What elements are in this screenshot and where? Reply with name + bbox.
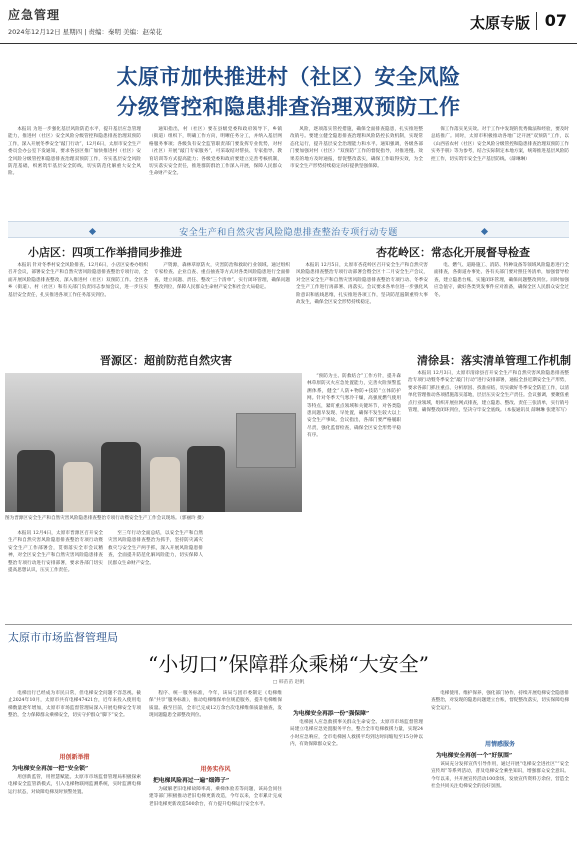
masthead-separator <box>536 12 537 30</box>
section2-subhead-1: 为电梯安全再加一把“安全锁” <box>12 766 89 772</box>
section2-text-3: 电梯困人应急救援事关群众生命安全。太原市市场监督管理局建立电梯应急处置服务平台，整合全市电梯救援力量，实现24小时应急响应，全市电梯困人救援平均到达时间缩短至15分钟以内，有效保障群众安全。 <box>290 720 423 748</box>
xinghualing-column-1 <box>296 262 428 342</box>
jinyuan-headline: 晋源区：超前防范自然灾害 <box>100 354 232 367</box>
section2-title: 太原市市场监督管理局 <box>8 631 118 644</box>
section2-column-2 <box>149 690 282 762</box>
photo-figure <box>187 446 225 512</box>
photo-figure <box>17 450 55 512</box>
section-name: 应急管理 <box>8 8 61 22</box>
intro-column-4 <box>431 126 569 216</box>
section2-text-2b: 为破解老旧电梯故障率高、乘梯体验差等问题，该局会同住建等部门积极推动老旧电梯更新改造，今年以来，全市累计完成老旧电梯更新改造500余台，有力提升电梯运行安全水平。 <box>149 787 282 807</box>
photo-caption: 图为晋源区安全生产和自然灾害风险隐患排查整治专项行动暨安全生产工作会议现场。（郭丽玲 摄） <box>5 516 207 521</box>
main-headline-line2: 分级管控和隐患排查治理双预防工作 <box>116 94 461 119</box>
section2-text-2: 程序、统一服务标准，今年，该局与团市委制定《电梯维保“共享”服务标准》，推动电梯维保单位规范服务，提升电梯维保质量。截至目前，全市已完成12万余台次电梯维保质量抽查，发现问题隐患全部整改到位。 <box>149 691 282 719</box>
section2-byline: □ 韩苗苗 赵帆 <box>272 680 305 685</box>
section2-subhead-2: 把电梯风险再过一遍“细筛子” <box>153 778 230 784</box>
page-number: 07 <box>544 11 567 30</box>
jinyuan-column-2 <box>108 530 203 618</box>
section2-column-1 <box>8 690 141 746</box>
section2-text-4b: 该局充分发挥宣传引导作用，通过开展“电梯安全进社区”“安全宣传周”等系列活动，普及电梯安全乘坐知识，增强群众安全意识。今年以来，共开展宣传活动100余场，发放宣传资料万余份，营造全社会共同关注电梯安全的良好氛围。 <box>431 762 569 790</box>
section2-column-2b <box>149 786 282 840</box>
xiaodian-text-1: 本报讯 针对冬季村安全风险排查，12月6日，小店区安委办组织召开会议，部署安全生产和自然灾害风险隐患排查整治专项行动，全面开展风险隐患排查整改，深入推进村（社区）双预防工作。全区各乡（街道）、村（社区）和有关部门负责同志参加会议，进一步压实基层安全责任，扎实推进各项工作任务落实到位。 <box>8 263 148 298</box>
topic-banner <box>8 221 569 238</box>
section2-subhead-3: 为电梯安全再添一份“强保障” <box>293 711 370 717</box>
edition-label: 太原专版 <box>469 14 530 32</box>
section2-tag-1: 用创新举措 <box>59 754 90 761</box>
xinghualing-text-2: 电、燃气、道路施工、消防、特种设备等领域风险隐患进行全面排查，各街道办事处、各有关部门要对照任务清单，加强督导检查，建立隐患台账，实施闭环管理，确保问题整改到位。同时加强应急值守，做好各类突发事件应对准备，确保全区人民群众安全过冬。 <box>434 263 569 298</box>
topic-banner-text: 安全生产和自然灾害风险隐患排查整治专项行动专题 <box>179 228 398 238</box>
issue-date-line: 2024年12月12日 星期四 | 责编：秦明 美编：赵荣花 <box>8 28 163 36</box>
xiaodian-column-2 <box>154 262 290 342</box>
photo-vehicle <box>236 413 296 468</box>
jinyuan-text-2: 至三年行动全面总结，以安全生产和自然灾害风险隐患排查整治为抓手，坚持防灾减灾救灾与安全生产两手抓，深入开展风险隐患排查，全面提升防范化解风险能力，切实保障人民群众生命财产安全。 <box>108 531 203 566</box>
xiaodian-headline: 小店区：四项工作举措同步推进 <box>28 246 182 259</box>
section2-column-3 <box>290 719 423 840</box>
qingxu-headline: 清徐县：落实清单管理工作机制 <box>417 354 571 367</box>
xiaodian-column-1 <box>8 262 148 342</box>
section2-tag-2: 用务实作风 <box>200 766 231 773</box>
photo-figure <box>101 442 141 512</box>
intro-column-1 <box>8 126 141 216</box>
masthead <box>0 0 577 44</box>
xinghualing-column-2 <box>434 262 569 342</box>
section2-column-4b <box>431 761 569 840</box>
qingxu-column-1 <box>408 370 569 620</box>
photo-figure <box>63 462 93 512</box>
intro-text-2: 通知指出，村（社区）要在县级党委和政府领导下，乡镇（街道）组织下，明确工作方向，明晰任务分工，并纳入基层网格服务事项；各级负有安全监管职责部门要发挥专业优势，对村（社区）开展“敲门专家服务”，可采取结对帮扶、专家指导、教育培训等方式提高能力；各级党委和政府要建立完善考核机制，切实落实安全责任，推进群防群治工作深入开展，保障人民群众生命财产安全。 <box>149 127 282 177</box>
meeting-photo <box>5 373 302 512</box>
intro-text-1: 本报讯 为进一步强化基层风险防范水平，提升基层应急管理能力，推进村（社区）安全风险分级管控和隐患排查治理双预防工作，深入开展冬季安全“敲门行动”，12月6日，太原市安全生产委员会办公室下发通知，要求各县区推广加快推进村（社区）安全风险分级管控和隐患排查治理双预防工作，夯实基层安全风险防范基础，织密筑牢基层安全防线，切实防范化解重大安全风险。 <box>8 127 141 177</box>
section2-subhead-4: 为电梯安全再创一个“好氛围” <box>436 753 513 759</box>
section2-headline: “小切口”保障群众乘梯“大安全” <box>148 652 429 676</box>
intro-column-3 <box>290 126 423 216</box>
section2-tag-4: 用情感服务 <box>484 741 515 748</box>
jinyuan-text-1: 本报讯 12月4日，太原市晋源区召开安全生产和自然灾害风险隐患排查整治专项行动暨安全生产工作部署会，贯彻落实全市会议精神，对全区安全生产和自然灾害风险隐患排查整治专项行动进行安排部署，要求各部门切实提高思想认识，压实工作责任。 <box>8 531 103 574</box>
section-divider <box>5 624 572 625</box>
section2-text-4: 电梯使用、维护保养，强化部门协作，持续开展电梯安全隐患排查整治，对发现的隐患问题建立台账，督促整改落实，切实保障电梯安全运行。 <box>431 691 569 711</box>
intro-column-2 <box>149 126 282 216</box>
section2-column-1b <box>8 774 141 840</box>
main-headline-line1: 太原市加快推进村（社区）安全风险 <box>116 64 461 89</box>
intro-text-4: 保工作落实见实效。对于工作中发现的优秀做法和经验，要及时总结推广。同时，太原市积极推动各地广泛开展“双预防”工作，以《山西省农村（社区）安全风险分级管控和隐患排查治理双预防工作实务手册》等为参考，结合实际制定本地方案，统筹推进基层风险防控工作，切实筑牢安全生产基层防线。（薛琳琳） <box>431 127 569 162</box>
section2-column-4 <box>431 690 569 732</box>
section2-text-1: 电梯出行已经成为市民日常，但电梯安全问题不容忽视。截止2024年10月，太原市共有电梯47421台，近年来投入使用电梯数量逐年增加，太原市市场监督管理局深入开展电梯安全专项整治，全力保障群众乘梯安全，切实守护群众“脚下”安全。 <box>8 691 141 719</box>
qingxu-text-1: 本报讯 12月3日，太原市清徐县召开安全生产和自然灾害风险隐患排查整治专项行动暨冬季安全“敲门行动”进行安排部署，通报全县近期安全生产形势，要求各部门抓住重点、分析原因、找准症结，切实做好冬季安全防范工作，以清单化管理推动各项措施落实落地，层层压实安全生产责任。会议强调，要聚焦重点行业领域，组织开展拉网式排查，建立隐患、整改、责任三张清单，实行销号管理，确保整改闭环到位，坚决守牢安全底线。（本报通讯员 薛琳琳 张建军写） <box>408 371 569 414</box>
xinghualing-text-1: 本报讯 12月5日，太原市杏花岭区召开安全生产和自然灾害风险隐患排查整治专项行动部署会暨全区十二月安全生产会议，对全区安全生产和自然灾害风险隐患排查整治专项行动、冬季安全生产工作进行再部署、再落实。会议要求各单位进一步强化风险意识和底线思维，扎实推进各项工作，坚决防范遏制重特大事故发生，确保全区安全形势持续稳定。 <box>296 263 428 306</box>
jinyuan-text-3: “预防为主、防救结合”工作方针，提升森林草原防灭火应急处置能力，完善火险预警监测体系，健全“人防+物防+技防”立体防护网。针对冬季天气寒冷干燥，高强度燃气使用等特点，紧盯重点领域和关键环节，对各类隐患问题早发现、早处置，确保不发生较大以上安全生产事故。会议指出，各部门要严格履职尽责，强化监督检查，确保全区安全形势平稳有序。 <box>307 374 401 439</box>
intro-text-3: 风险，逐项落实管控措施，确保全面排查隐患，扎实推进整改销号。要建立健全隐患排查治理和风险防控长效机制，实现常态化运行，提升基层安全治理能力和水平。通知强调，各级各部门要加强对村（社区）“双预防”工作的督促指导，对推进慢、效果差的地方及时通报，督促整改落实，确保工作取得实效，为全市安全生产形势持续稳定向好提供坚强保障。 <box>290 127 423 170</box>
photo-figure <box>150 457 180 512</box>
xinghualing-headline: 杏花岭区：常态化开展督导检查 <box>376 246 530 259</box>
section2-text-1b: 用创新监管，用智慧赋能。太原市市场监督管理局积极探索电梯安全监管新模式，引入电梯物联网监测系统，实时监测电梯运行状态，对故障电梯及时预警处置。 <box>8 775 141 795</box>
xiaodian-text-2: 产资源，森林草原防火，灾害防治和救助行业领域。通过组织专家检查、企业自查、重点抽查等方式对各类风险隐患进行全面排查，建立问题、责任、整改“三个清单”，实行闭环管理，确保问题整改到位，保障人民群众生命财产安全和社会大局稳定。 <box>154 263 290 291</box>
jinyuan-column-3 <box>307 373 401 618</box>
jinyuan-column-1 <box>8 530 103 618</box>
